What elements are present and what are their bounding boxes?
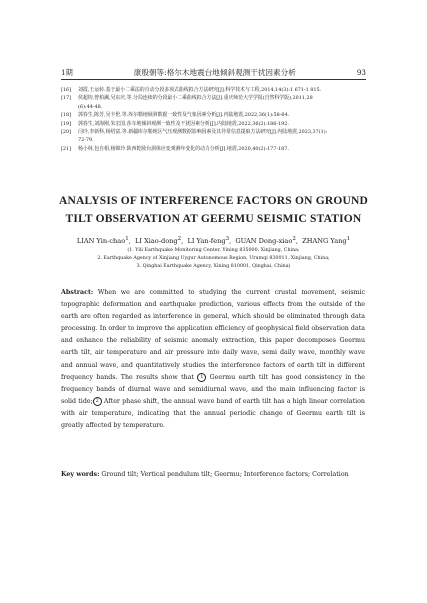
title-line-2: TILT OBSERVATION AT GEERMU SEISMIC STATION — [65, 213, 362, 225]
author-affiliation-mark: 2 — [177, 236, 182, 242]
reference-item — [61, 103, 366, 111]
abstract-label: Abstract: — [61, 289, 94, 296]
reference-text: 刘霞,王运转.基于最小二乘法的自动分段多项式曲线拟合方法研究[J].科学技术与工程,2014,14(3):1 671-1 815. — [78, 87, 322, 93]
reference-number: [20] — [61, 129, 72, 136]
author-list: LIAN Yin-chao$^1$, LI Xiao-dong$^2$, LI Yan-feng$^3$, GUAN Dong-xiao$^2$, ZHANG Yang$^1$ — [76, 236, 351, 246]
paper-title — [40, 192, 387, 228]
affiliation-line: (1. Yili Earthquake Monitoring Center, Yining 835000, Xinjiang, China; — [127, 248, 300, 253]
page-number: 93 — [356, 68, 366, 77]
reference-text: 郭春生,刘海刚,朱宏国.莎车地倾斜观测一致性及干扰因素分析[J].内陆地震,2022,36(2):186-192. — [78, 120, 289, 127]
abstract — [61, 287, 365, 432]
reference-number — [61, 136, 78, 144]
author-name: LIAN Yin-chao — [76, 237, 126, 246]
reference-number: [21] — [61, 145, 72, 152]
author-affiliation-mark: 2 — [292, 236, 296, 242]
reference-item — [61, 111, 366, 119]
reference-number: [16] — [61, 87, 72, 93]
title-line-1: ANALYSIS OF INTERFERENCE FACTORS ON GROUND — [58, 195, 369, 207]
affiliation-list — [40, 247, 387, 272]
result-marker-1: 1 — [197, 373, 206, 382]
reference-text: 72-79. — [78, 137, 94, 144]
issue-label: 1期 — [61, 68, 73, 77]
reference-number — [61, 103, 78, 111]
reference-item — [61, 128, 366, 136]
author-name: LI Xiao-dong — [134, 237, 178, 246]
keywords-label: Key words: — [61, 471, 100, 478]
keywords-text: Ground tilt; Vertical pendulum tilt; Geermu; Interference factors; Correlation — [99, 471, 349, 478]
reference-item — [61, 120, 366, 128]
reference-text: 杨小林,包自相,杨锦玲.陕西乾陵台洞体应变观测年变化的动力分析[J].地震,2020,40(2):177-187. — [78, 145, 289, 152]
reference-item — [61, 86, 366, 94]
reference-item — [61, 136, 366, 144]
affiliation-line: 2. Earthquake Agency of Xinjiang Uygur Autonomous Region, Urumqi 830011, Xinjiang, China; — [97, 256, 330, 262]
reference-text: 郭春生,陈芳,吴丰伦,等.库尔勒地倾斜数据一致性及气象因素分析[J].内陆地震,2022,36(1):58-64. — [78, 112, 290, 119]
reference-text: 侯超钧,曾柏澜,吴东庆,等.分局连续的分段最小二乘曲线拟合方法[J].重庆师范大学学报(自然科学版),2011,28 — [78, 95, 313, 102]
keywords — [61, 470, 365, 480]
result-marker-2: 2 — [93, 397, 102, 406]
header-rule — [61, 79, 366, 80]
affiliation-line: 3. Qinghai Earthquake Agency, Xining 810001, Qinghai, China) — [136, 264, 291, 270]
reference-item — [61, 94, 366, 102]
abstract-text: After phase shift, the annual wave band of earth tilt has a high linear correlation with air temperature, indicating that the annual periodic change of Geermu earth tilt is greatly affected by temperature. — [61, 397, 365, 430]
author-name: LI Yan-feng — [187, 237, 226, 246]
reference-text: (6):44-48. — [78, 103, 103, 110]
author-affiliation-mark: 1 — [125, 236, 129, 242]
running-header — [61, 66, 366, 78]
author-name: ZHANG Yang — [302, 237, 347, 246]
author-affiliation-mark: 1 — [346, 236, 351, 242]
running-title: 康殷朝等:格尔木地震台地倾斜观测干扰因素分析 — [133, 68, 296, 77]
reference-number: [17] — [61, 95, 72, 102]
reference-text: 闫玲,李新科,杨绍富,等.新疆库尔勒地区气压观测数据影响因素及其异常信息提取方法研究[J].内陆地震,2023,37(1): — [78, 129, 328, 136]
reference-item — [61, 145, 366, 153]
reference-list — [61, 86, 366, 153]
abstract-text: Geermu earth tilt has good consistency in the frequency bands of diurnal wave and semidiurnal wave, and the main influencing factor is solid tide; — [61, 373, 365, 405]
reference-number: [18] — [61, 112, 72, 119]
abstract-text: When we are committed to studying the current crustal movement, seismic topographic deformation and earthquake prediction, various effects from the outside of the earth are often regarded as interference in general, which should be eliminated through data processing. In order to improve the application efficiency of geophysical field observation data and enhance the reliability of seismic anomaly extraction, this paper decomposes Geermu earth tilt, air temperature and air pressure into daily wave, semi daily wave, monthly wave and annual wave, and quantitatively studies the interference factors of earth tilt in different frequency bands. The results show that — [61, 289, 365, 381]
reference-number: [19] — [61, 120, 72, 127]
author-name: GUAN Dong-xiao — [235, 237, 293, 246]
author-affiliation-mark: 3 — [225, 236, 230, 242]
